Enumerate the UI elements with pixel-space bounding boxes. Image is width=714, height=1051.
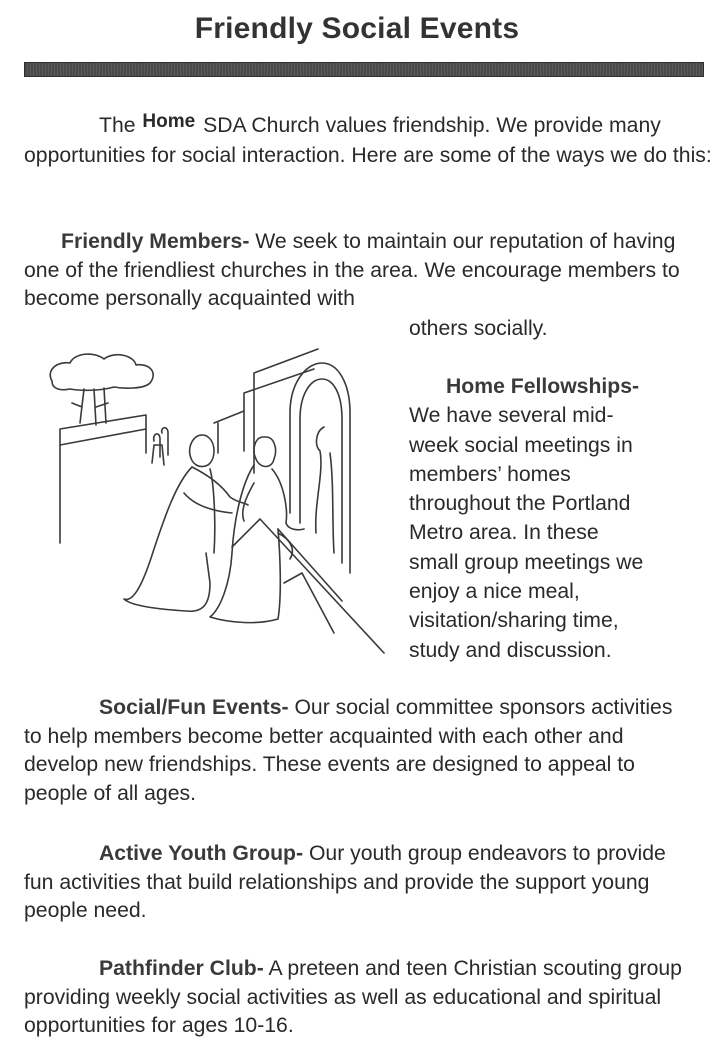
- social-fun-paragraph: [24, 694, 684, 808]
- home-fellowships-line: small group meetings we: [409, 550, 644, 574]
- friendly-members-body: We seek to maintain our reputation of having one of the friendliest churches in the area. We encourage members to become personally acquainted with: [24, 230, 680, 310]
- home-fellowships-line: members’ homes: [409, 462, 571, 486]
- youth-group-paragraph: [24, 840, 696, 926]
- greeting-at-door-illustration: [34, 333, 404, 663]
- friendly-members-paragraph: [24, 228, 690, 314]
- intro-line1-rest: SDA Church values friendship. We provide: [203, 114, 604, 137]
- church-name: Home: [142, 111, 196, 132]
- social-fun-body: Our social committee sponsors activities to help members become better acquainted with each other and develop new friendships. These events are designed to appeal to people of all ages.: [24, 696, 673, 805]
- home-fellowships-line: visitation/sharing time,: [409, 609, 619, 633]
- intro-text-rest: many opportunities for social interaction. Here are some of the ways we do this:: [24, 114, 712, 167]
- intro-the: The: [99, 114, 136, 137]
- home-fellowships-line: We have several mid-: [409, 404, 614, 428]
- page-title: Friendly Social Events: [194, 12, 520, 45]
- friendly-members-heading: Friendly Members-: [61, 230, 250, 253]
- youth-group-heading: Active Youth Group-: [99, 842, 304, 865]
- friendly-members-tail: others socially.: [409, 317, 548, 340]
- home-fellowships-line: throughout the Portland: [409, 492, 631, 516]
- home-fellowships-heading: Home Fellowships-: [446, 375, 640, 398]
- home-fellowships-block: [409, 372, 699, 665]
- home-fellowships-line: week social meetings in: [409, 433, 633, 457]
- intro-paragraph: [24, 112, 714, 170]
- youth-group-body: Our youth group endeavors to provide fun activities that build relationships and provide the support young people need.: [24, 842, 666, 922]
- pathfinder-paragraph: [24, 955, 684, 1041]
- home-fellowships-line: study and discussion.: [409, 638, 612, 662]
- home-fellowships-line: Metro area. In these: [409, 521, 599, 545]
- pathfinder-body: A preteen and teen Christian scouting group providing weekly social activities as well as educational and spiritual opportunities for ages 10-16.: [24, 957, 682, 1037]
- social-fun-heading: Social/Fun Events-: [99, 696, 289, 719]
- home-fellowships-line: enjoy a nice meal,: [409, 580, 580, 604]
- title-divider-bar: [24, 62, 704, 77]
- pathfinder-heading: Pathfinder Club-: [99, 957, 264, 980]
